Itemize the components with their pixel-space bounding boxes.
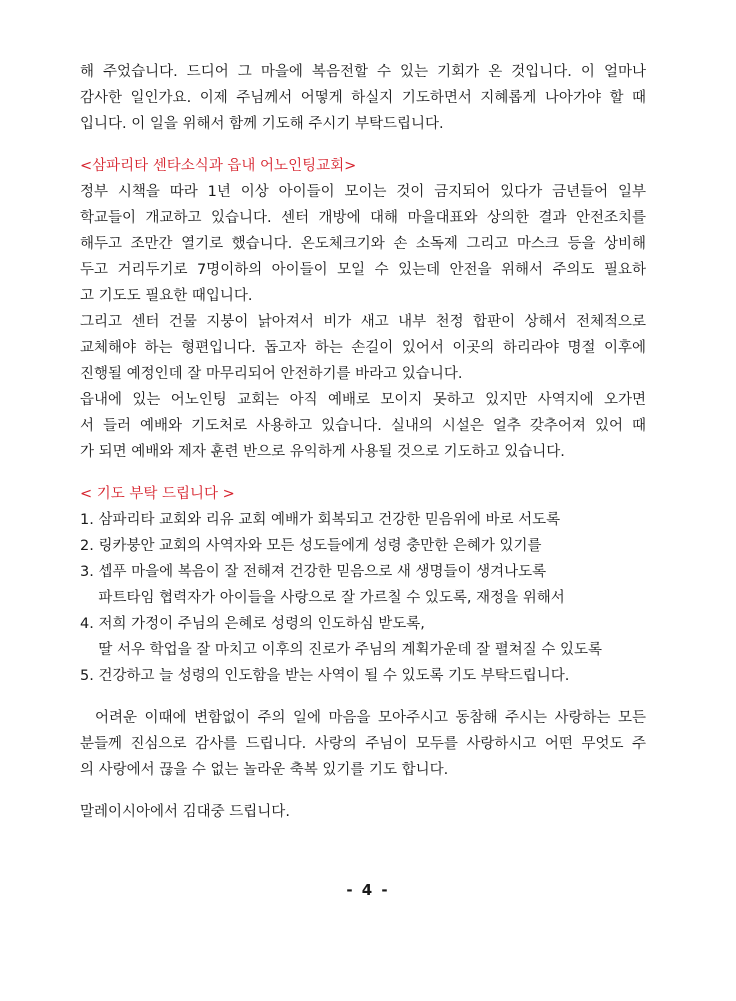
- section1-line: 고 기도도 필요한 때입니다.: [80, 288, 253, 304]
- prayer-item: 딸 서우 학업을 잘 마치고 이후의 진로가 주님의 계획가운데 잘 펼쳐질 수 있도록: [80, 642, 602, 658]
- section-heading-center-news: <삼파리타 센타소식과 읍내 어노인팅교회>: [80, 158, 357, 174]
- section1-line: 두고 거리두기로 7명이하의 아이들이 모일 수 있는데 안전을 위해서 주의도 필요하: [80, 262, 646, 278]
- prayer-item: 5. 건강하고 늘 성령의 인도함을 받는 사역이 될 수 있도록 기도 부탁드립니다.: [80, 668, 570, 684]
- closing-line: 어려운 이때에 변함없이 주의 일에 마음을 모아주시고 동참해 주시는 사랑하는 모든: [80, 710, 646, 726]
- section-heading-prayer-requests: < 기도 부탁 드립니다 >: [80, 486, 235, 502]
- prayer-item: 2. 링카붕안 교회의 사역자와 모든 성도들에게 성령 충만한 은혜가 있기를: [80, 538, 542, 554]
- section1-line: 서 들러 예배와 기도처로 사용하고 있습니다. 실내의 시설은 얼추 갖추어져 있어 때: [80, 418, 646, 434]
- prayer-item: 파트타임 협력자가 아이들을 사랑으로 잘 가르칠 수 있도록, 재정을 위해서: [80, 590, 565, 606]
- section1-line: 그리고 센터 건물 지붕이 낡아져서 비가 새고 내부 천정 합판이 상해서 전체적으로: [80, 314, 646, 330]
- closing-line: 분들께 진심으로 감사를 드립니다. 사랑의 주님이 모두를 사랑하시고 어떤 무엇도 주: [80, 736, 646, 752]
- section1-line: 진행될 예정인데 잘 마무리되어 안전하기를 바라고 있습니다.: [80, 366, 463, 382]
- section1-line: 학교들이 개교하고 있습니다. 센터 개방에 대해 마을대표와 상의한 결과 안전조치를: [80, 210, 646, 226]
- section1-line: 해두고 조만간 열기로 했습니다. 온도체크기와 손 소독제 그리고 마스크 등을 상비해: [80, 236, 646, 252]
- prayer-item: 4. 저희 가정이 주님의 은혜로 성령의 인도하심 받도록,: [80, 616, 425, 632]
- intro-line-3: 입니다. 이 일을 위해서 함께 기도해 주시기 부탁드립니다.: [80, 116, 444, 132]
- section1-line: 교체해야 하는 형편입니다. 돕고자 하는 손길이 있어서 이곳의 하리라야 명절 이후에: [80, 340, 646, 356]
- section1-line: 정부 시책을 따라 1년 이상 아이들이 모이는 것이 금지되어 있다가 금년들어 일부: [80, 184, 646, 200]
- intro-line-1: 해 주었습니다. 드디어 그 마을에 복음전할 수 있는 기회가 온 것입니다. 이 얼마나: [80, 64, 646, 80]
- intro-line-2: 감사한 일인가요. 이제 주님께서 어떻게 하실지 기도하면서 지혜롭게 나아가야 할 때: [80, 90, 646, 106]
- signature: 말레이시아에서 김대중 드립니다.: [80, 804, 290, 820]
- page-number: - 4 -: [346, 881, 390, 899]
- section1-line: 가 되면 예배와 제자 훈련 반으로 유익하게 사용될 것으로 기도하고 있습니다.: [80, 444, 565, 460]
- closing-line: 의 사랑에서 끊을 수 없는 놀라운 축복 있기를 기도 합니다.: [80, 762, 449, 778]
- prayer-item: 1. 삼파리타 교회와 리유 교회 예배가 회복되고 건강한 믿음위에 바로 서도록: [80, 512, 561, 528]
- section1-line: 읍내에 있는 어노인팅 교회는 아직 예배로 모이지 못하고 있지만 사역지에 오가면: [80, 392, 646, 408]
- prayer-item: 3. 셉푸 마을에 복음이 잘 전해져 건강한 믿음으로 새 생명들이 생겨나도록: [80, 564, 547, 580]
